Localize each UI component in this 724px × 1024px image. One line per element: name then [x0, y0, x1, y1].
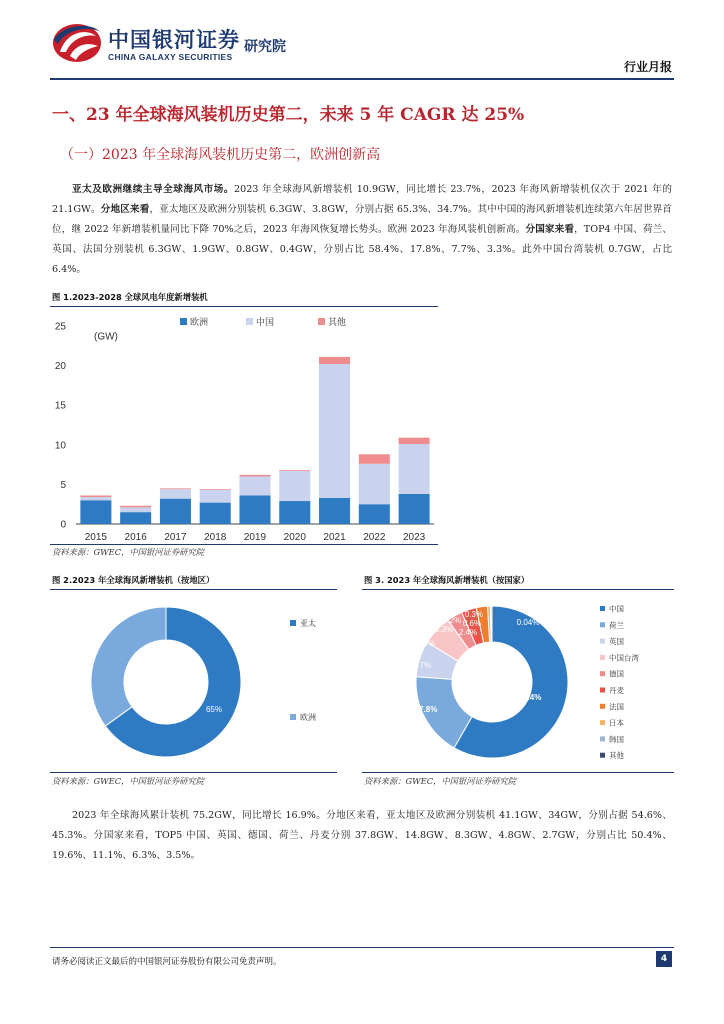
bar-2019: [239, 495, 270, 524]
bar-2016: [120, 507, 151, 512]
bar-2017: [160, 489, 191, 499]
para1-bold-1: 亚太及欧洲继续主导全球海风市场。: [72, 184, 234, 195]
x-tick-label: 2020: [283, 532, 306, 543]
unit-label: (GW): [94, 331, 118, 343]
y-tick-label: 15: [54, 400, 66, 412]
figure-1-bottom-rule: [50, 544, 438, 545]
x-tick-label: 2015: [84, 532, 108, 543]
legend-label: 欧洲: [190, 317, 209, 327]
galaxy-logo-icon: [52, 22, 102, 64]
bar-2015: [80, 500, 111, 524]
legend-label: 丹麦: [609, 686, 624, 695]
report-type: 行业月报: [623, 60, 672, 74]
slice-value-label: 7.7%: [412, 661, 432, 670]
figure-2-bottom-rule: [50, 772, 337, 773]
figure-2-title: 图 2.2023 年全球海风新增装机（按地区）: [52, 575, 215, 585]
bar-2020: [279, 501, 310, 524]
bar-2017: [160, 488, 191, 489]
bar-2015: [80, 497, 111, 500]
figure-1-source: 资料来源：GWEC，中国银河证券研究院: [52, 547, 205, 557]
legend-label: 其他: [328, 317, 347, 327]
para1-text-2: ，亚太地区及欧洲分别装机 6.3GW、3.8GW，分别占据 65.3%、34.7%。其中中国的海风新增装机连续第六年居世界首位，继 2022 年新增装机量同比下降 70%之后，2023 年海风恢复增长势头。欧洲 2023 年海风装机创新高。: [52, 204, 673, 235]
figure-3-title: 图 3. 2023 年全球海风新增装机（按国家）: [364, 575, 530, 585]
bar-2021: [319, 498, 350, 524]
bar-2023: [399, 494, 430, 524]
figure-3-source: 资料来源：GWEC，中国银河证券研究院: [364, 776, 517, 786]
legend-swatch: [246, 318, 253, 325]
y-tick-label: 0: [60, 519, 66, 531]
footer-disclaimer: 请务必阅读正文最后的中国银河证券股份有限公司免责声明。: [52, 957, 282, 967]
x-tick-label: 2016: [124, 532, 147, 543]
legend-label: 德国: [609, 669, 624, 679]
figure-3-bottom-rule: [362, 772, 674, 773]
x-tick-label: 2023: [402, 532, 426, 543]
bar-2022: [359, 504, 390, 524]
legend-swatch: [600, 606, 605, 611]
bar-2023: [399, 438, 430, 444]
page-number: 4: [656, 951, 672, 967]
para1-text-3: ，TOP4 中国、荷兰、英国、法国分别装机 6.3GW、1.9GW、0.8GW、0.4GW，分别占比 58.4%、17.8%、7.7%、3.3%。此外中国台湾装机 0.7GW，占比 6.4%。: [52, 224, 673, 275]
bar-2019: [239, 475, 270, 477]
slice-value-label: 6.4%: [416, 639, 436, 648]
slice-value-label: 35%: [136, 653, 154, 662]
slice-value-label: 2.4%: [458, 628, 478, 637]
slice-value-label: 58.4%: [518, 693, 542, 702]
legend-label: 其他: [609, 751, 624, 761]
legend-label: 法国: [609, 702, 624, 712]
bar-2023: [399, 444, 430, 494]
footer-divider: [50, 947, 674, 948]
section-heading: 一、23 年全球海风装机历史第二，未来 5 年 CAGR 达 25%: [52, 105, 525, 125]
bar-2018: [200, 489, 231, 490]
bar-2020: [279, 471, 310, 501]
legend-label: 中国台湾: [609, 653, 639, 663]
bar-2020: [279, 470, 310, 471]
para1-bold-3: 分国家来看: [525, 224, 575, 235]
figure-1-title: 图 1.2023-2028 全球风电年度新增装机: [52, 292, 208, 302]
x-tick-label: 2019: [243, 532, 267, 543]
legend-label: 中国: [609, 604, 624, 614]
legend-swatch: [290, 620, 296, 626]
slice-value-label: 3.2%: [442, 616, 462, 625]
legend-label: 韩国: [609, 734, 624, 744]
donut-chart-country: [362, 592, 674, 772]
figure-2-source: 资料来源：GWEC，中国银河证券研究院: [52, 776, 205, 786]
brand-name-cn: 中国银河证券: [108, 28, 240, 52]
x-tick-label: 2021: [323, 532, 346, 543]
brand-name-en: CHINA GALAXY SECURITIES: [108, 52, 233, 62]
x-tick-label: 2022: [363, 532, 386, 543]
y-tick-label: 5: [60, 479, 66, 491]
bar-2021: [319, 357, 350, 364]
legend-swatch: [600, 622, 605, 627]
bar-2022: [359, 454, 390, 464]
body-paragraph-2: 2023 年全球海风累计装机 75.2GW，同比增长 16.9%。分地区来看，亚太地区及欧洲分别装机 41.1GW、34GW，分别占据 54.6%、45.3%。分国家来看，TOP5 中国、英国、德国、荷兰、丹麦分别 37.8GW、14.8GW、8.3GW、4.8GW、2.7GW，分别占比 50.4%、19.6%、11.1%、6.3%、3.5%。: [52, 810, 672, 861]
legend-swatch: [600, 639, 605, 644]
legend-swatch: [600, 704, 605, 709]
slice-value-label: 3.3%: [434, 625, 454, 634]
institute-name: 研究院: [244, 39, 286, 55]
donut-chart-region: [50, 592, 340, 772]
legend-label: 亚太: [300, 619, 316, 628]
bar-2016: [120, 512, 151, 524]
bar-2022: [359, 464, 390, 504]
body-paragraph-1: [52, 180, 672, 280]
para1-text-1: 2023 年全球海风新增装机 10.9GW，同比增长 23.7%，2023 年海风新增装机仅次于 2021 年的 21.1GW。: [52, 184, 672, 215]
slice-value-label: 0.04%: [516, 618, 540, 627]
x-tick-label: 2017: [164, 532, 187, 543]
bar-2018: [200, 503, 231, 524]
bar-chart: [50, 308, 440, 544]
slice-value-label: 0.3%: [464, 610, 484, 619]
bar-2016: [120, 506, 151, 508]
legend-label: 中国: [256, 317, 275, 327]
legend-swatch: [318, 318, 325, 325]
legend-swatch: [600, 720, 605, 725]
bar-2015: [80, 495, 111, 497]
para1-bold-2: 分地区来看: [100, 204, 150, 215]
figure-1-rule: [50, 306, 438, 307]
legend-swatch: [600, 736, 605, 741]
slice-欧洲: [91, 607, 166, 726]
legend-swatch: [180, 318, 187, 325]
header-divider: [50, 78, 674, 80]
legend-swatch: [600, 688, 605, 693]
legend-swatch: [600, 753, 605, 758]
x-tick-label: 2018: [204, 532, 227, 543]
y-tick-label: 20: [54, 361, 66, 373]
y-tick-label: 10: [54, 440, 66, 452]
legend-label: 欧洲: [300, 713, 316, 722]
legend-swatch: [600, 655, 605, 660]
figure-2-rule: [50, 589, 337, 590]
legend-swatch: [290, 714, 296, 720]
bar-2021: [319, 364, 350, 498]
legend-label: 英国: [609, 637, 624, 647]
legend-label: 荷兰: [609, 620, 624, 630]
bar-2018: [200, 490, 231, 503]
slice-value-label: 0.6%: [462, 619, 482, 628]
subsection-heading: （一）2023 年全球海风装机历史第二，欧洲创新高: [60, 147, 381, 163]
figure-3-rule: [362, 589, 674, 590]
legend-label: 日本: [609, 718, 624, 728]
slice-value-label: 65%: [205, 705, 223, 714]
slice-value-label: 17.8%: [414, 705, 438, 714]
bar-2017: [160, 499, 191, 524]
bar-2019: [239, 476, 270, 495]
y-tick-label: 25: [54, 321, 66, 333]
legend-swatch: [600, 671, 605, 676]
